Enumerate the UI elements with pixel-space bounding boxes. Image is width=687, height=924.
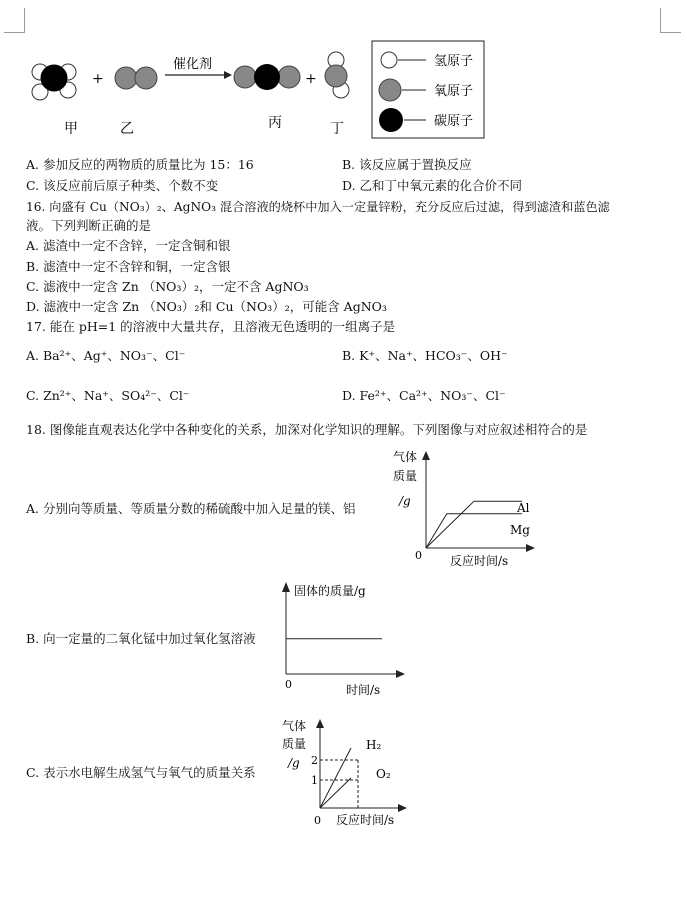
- chart-c-xlabel: 反应时间/s: [336, 813, 395, 827]
- legend-box: [372, 41, 484, 138]
- reaction-diagram: [0, 40, 500, 140]
- q16-option-d: D. 滤液中一定含 Zn （NO₃）₂和 Cu（NO₃）₂，可能含 AgNO₃: [26, 299, 387, 314]
- chart-b-y-arrow: [282, 582, 290, 592]
- chart-c-y-arrow: [316, 719, 324, 728]
- chart-a-label-al: Al: [517, 501, 530, 515]
- q16-option-a: A. 滤渣中一定不含锌，一定含铜和银: [26, 238, 231, 253]
- chart-c-label-o2: O₂: [376, 767, 391, 781]
- chart-b: [270, 578, 470, 703]
- chart-c-origin: 0: [314, 814, 321, 827]
- chart-a-series-mg: [426, 514, 522, 548]
- chart-c-series-o2: [320, 778, 351, 808]
- q17-option-b: B. K⁺、Na⁺、HCO₃⁻、OH⁻: [342, 348, 508, 363]
- chart-c-ylabel-2: 质量: [282, 737, 307, 751]
- chart-a-y-arrow: [422, 451, 430, 460]
- plus-1: +: [92, 71, 104, 87]
- chart-c: [276, 716, 426, 834]
- q16-option-c: C. 滤液中一定含 Zn （NO₃）₂，一定不含 AgNO₃: [26, 279, 309, 294]
- chart-c-tick-1: 1: [311, 774, 318, 787]
- catalyst-label: 催化剂: [173, 57, 213, 72]
- chart-c-ylabel-3: /g: [288, 756, 300, 770]
- q16-stem-line2: 液。下列判断正确的是: [26, 218, 152, 233]
- legend-carbon-icon: [379, 108, 403, 132]
- chart-b-origin: 0: [285, 678, 292, 691]
- q18-stem: 18. 图像能直观表达化学中各种变化的关系，加深对化学知识的理解。下列图像与对应叙述相符合的是: [26, 422, 588, 437]
- q15-option-b: B. 该反应属于置换反应: [342, 157, 472, 172]
- chart-a-ylabel-2: 质量: [393, 469, 418, 483]
- chart-c-tick-2: 2: [311, 754, 318, 767]
- chart-b-x-arrow: [396, 670, 405, 678]
- q18-option-a-text: A. 分别向等质量、等质量分数的稀硫酸中加入足量的镁、铝: [26, 501, 356, 516]
- legend-hydrogen-label: 氢原子: [434, 54, 474, 69]
- chart-a-plot: [426, 501, 522, 548]
- page-corner-right: [660, 8, 681, 33]
- chart-c-plot: [320, 748, 351, 808]
- chart-c-ylabel-1: 气体: [282, 719, 307, 733]
- molecule-d: [325, 52, 349, 98]
- arrow-head: [224, 71, 232, 79]
- legend-oxygen-icon: [379, 79, 401, 101]
- label-d: 丁: [330, 121, 344, 137]
- q17-option-c: C. Zn²⁺、Na⁺、SO₄²⁻、Cl⁻: [26, 388, 190, 403]
- label-b: 乙: [120, 121, 134, 137]
- chart-a-xlabel: 反应时间/s: [450, 554, 509, 568]
- legend-oxygen-label: 氧原子: [434, 84, 474, 99]
- chart-c-label-h2: H₂: [366, 738, 382, 752]
- chart-b-xlabel: 时间/s: [346, 683, 381, 697]
- legend-carbon-label: 碳原子: [434, 114, 474, 129]
- molecule-a: [32, 64, 76, 100]
- q15-option-d: D. 乙和丁中氧元素的化合价不同: [342, 178, 523, 193]
- label-a: 甲: [64, 121, 78, 137]
- q16-stem-line1: 16. 向盛有 Cu（NO₃）₂、AgNO₃ 混合溶液的烧杯中加入一定量锌粉，充分反应后过滤，得到滤渣和蓝色滤: [26, 200, 610, 214]
- q15-option-c: C. 该反应前后原子种类、个数不变: [26, 178, 219, 193]
- molecule-b: [115, 67, 157, 89]
- page-corner-left: [4, 8, 25, 33]
- chart-a: [370, 448, 540, 573]
- q18-option-c-text: C. 表示水电解生成氢气与氧气的质量关系: [26, 765, 256, 780]
- q17-option-d: D. Fe²⁺、Ca²⁺、NO₃⁻、Cl⁻: [342, 388, 506, 403]
- chart-b-ylabel: 固体的质量/g: [294, 584, 366, 598]
- chart-c-series-h2: [320, 748, 351, 808]
- q18-option-b-text: B. 向一定量的二氧化锰中加过氧化氢溶液: [26, 631, 256, 646]
- chart-c-x-arrow: [398, 804, 407, 812]
- molecule-c: [234, 64, 300, 90]
- chart-a-origin: 0: [415, 549, 422, 562]
- legend-hydrogen-icon: [381, 52, 397, 68]
- chart-a-ylabel-3: /g: [399, 494, 411, 508]
- q16-option-b: B. 滤渣中一定不含锌和铜，一定含银: [26, 259, 231, 274]
- q17-option-a: A. Ba²⁺、Ag⁺、NO₃⁻、Cl⁻: [26, 348, 186, 363]
- chart-a-label-mg: Mg: [510, 523, 530, 537]
- plus-2: +: [305, 71, 317, 87]
- q17-stem: 17. 能在 pH=1 的溶液中大量共存，且溶液无色透明的一组离子是: [26, 319, 396, 334]
- label-c: 丙: [268, 115, 282, 131]
- chart-a-x-arrow: [526, 544, 535, 552]
- q15-option-a: A. 参加反应的两物质的质量比为 15：16: [26, 157, 254, 172]
- chart-a-ylabel-1: 气体: [393, 450, 418, 464]
